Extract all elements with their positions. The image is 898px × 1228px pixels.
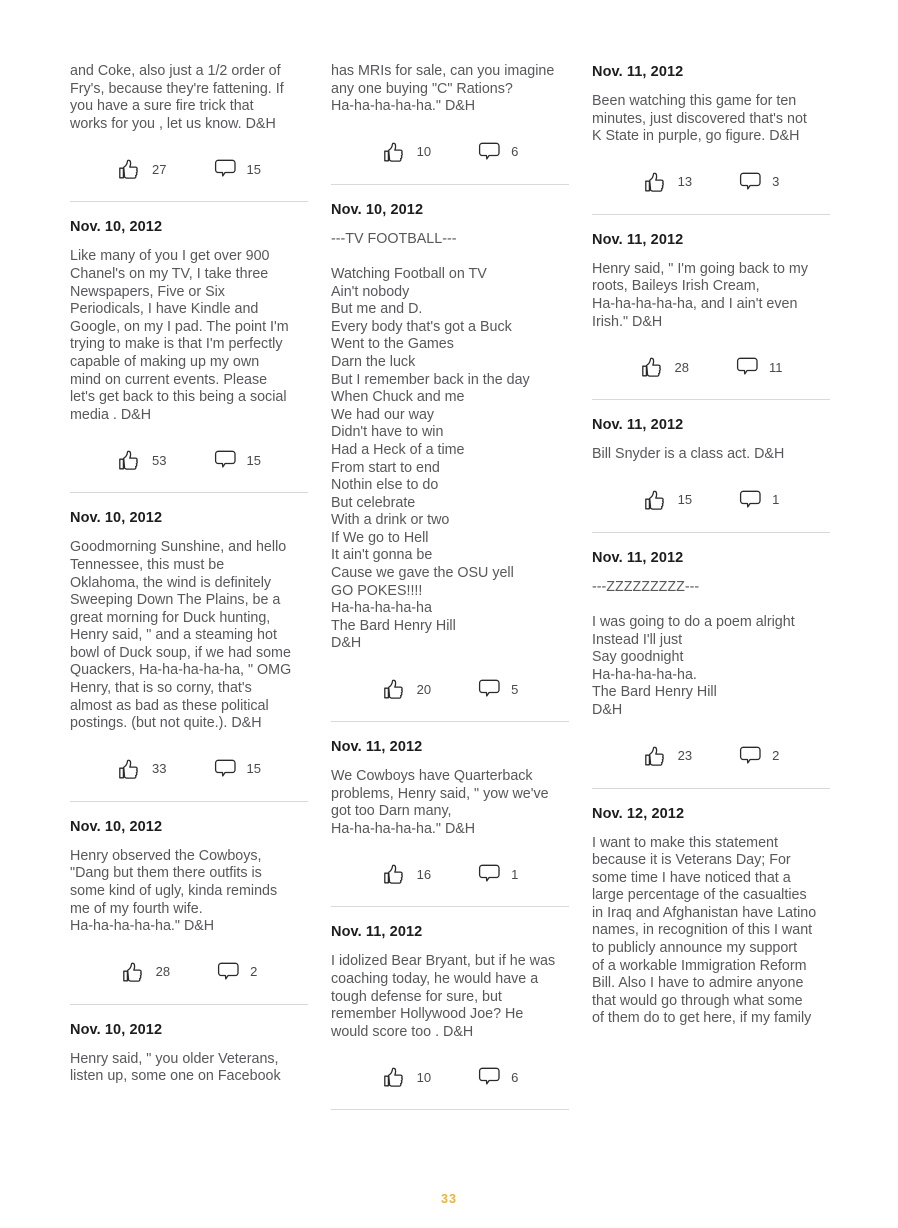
comment-count-group xyxy=(477,1066,518,1088)
comment-count-group xyxy=(738,745,779,767)
comment-count: 6 xyxy=(511,1069,519,1085)
post-text xyxy=(70,1051,308,1086)
column xyxy=(592,63,830,1126)
like-count: 23 xyxy=(677,748,693,763)
post-date: Nov. 10, 2012 xyxy=(331,201,424,218)
comment-bubble-icon xyxy=(477,141,502,163)
thumbs-up-icon xyxy=(117,756,143,782)
post-text-line: Henry, that is so corny, that's xyxy=(70,680,252,697)
engagement-row xyxy=(592,743,830,769)
post-text xyxy=(592,93,830,146)
post-date: Nov. 10, 2012 xyxy=(70,818,163,835)
post-text xyxy=(331,231,569,653)
like-count: 27 xyxy=(152,161,167,177)
post-text-line: If We go to Hell xyxy=(331,529,429,546)
post-text-line: D&H xyxy=(592,701,623,718)
post-text-line: because it is Veterans Day; For xyxy=(592,852,791,869)
post-text-line: Ha-ha-ha-ha-ha." D&H xyxy=(331,820,476,837)
like-count-group xyxy=(643,169,692,195)
post-text-line: The Bard Henry Hill xyxy=(592,684,717,701)
like-count: 33 xyxy=(152,761,167,777)
post-divider xyxy=(70,801,308,802)
post-text xyxy=(592,446,830,464)
post-text-line: and Coke, also just a 1/2 order of xyxy=(70,63,281,79)
post-text-line: I want to make this statement xyxy=(592,834,778,851)
post-text-line: bowl of Duck soup, if we had some xyxy=(70,644,291,661)
like-count: 10 xyxy=(416,1069,432,1085)
column xyxy=(70,63,308,1126)
engagement-row xyxy=(70,959,308,985)
post-text-line: ---ZZZZZZZZZ--- xyxy=(592,578,700,595)
post-date: Nov. 11, 2012 xyxy=(592,549,684,566)
like-count-group xyxy=(382,676,431,702)
post-text xyxy=(331,953,569,1041)
page-number: 33 xyxy=(441,1192,457,1206)
post-text-line: Fry's, because they're fattening. If xyxy=(70,80,284,97)
comment-count: 15 xyxy=(246,161,261,177)
comment-bubble-icon xyxy=(213,758,238,780)
post-text-line: some kind of ugly, kinda reminds xyxy=(70,883,278,900)
thumbs-up-icon xyxy=(382,676,408,702)
page-columns xyxy=(70,63,830,1126)
post-text xyxy=(592,835,830,1029)
post-divider xyxy=(70,492,308,493)
post-text-line: Watching Football on TV xyxy=(331,265,487,282)
like-count-group xyxy=(117,756,166,782)
post-text-line: names, in recognition of this I want xyxy=(592,922,813,939)
post-text-line: Oklahoma, the wind is definitely xyxy=(70,574,272,591)
post-text-line: postings. (but not quite.). D&H xyxy=(70,715,262,732)
post-text-line: minutes, just discovered that's not xyxy=(592,110,807,127)
post-text-line: But I remember back in the day xyxy=(331,371,530,388)
engagement-row xyxy=(331,1064,569,1090)
like-count-group xyxy=(382,1064,431,1090)
comment-bubble-icon xyxy=(738,745,763,767)
thumbs-up-icon xyxy=(643,169,669,195)
post-text-line: The Bard Henry Hill xyxy=(331,617,456,634)
post-text-line: would score too . D&H xyxy=(331,1023,474,1040)
comment-count: 5 xyxy=(511,681,519,697)
post-date: Nov. 11, 2012 xyxy=(592,231,684,248)
comment-count: 2 xyxy=(250,964,258,980)
thumbs-up-icon xyxy=(117,447,143,473)
post-text-line: Bill. Also I have to admire anyone xyxy=(592,975,804,992)
post-divider xyxy=(331,906,569,907)
like-count-group xyxy=(643,743,692,769)
post-text-line: let's get back to this being a social xyxy=(70,389,287,406)
comment-bubble-icon xyxy=(477,863,502,885)
post-text-line: Ha-ha-ha-ha-ha, and I ain't even xyxy=(592,295,798,312)
post-text-line: any one buying "C" Rations? xyxy=(331,80,513,97)
post-text-line: I idolized Bear Bryant, but if he was xyxy=(331,953,556,970)
engagement-row xyxy=(331,861,569,887)
post-text-line: problems, Henry said, " yow we've xyxy=(331,785,549,802)
comment-count-group xyxy=(213,449,261,471)
post-text-line: coaching today, he would have a xyxy=(331,971,539,987)
post-text-line: Google, on my I pad. The point I'm xyxy=(70,318,289,335)
post-text xyxy=(331,63,569,116)
thumbs-up-icon xyxy=(382,139,408,165)
like-count: 28 xyxy=(674,359,689,375)
post-text-line: Ha-ha-ha-ha-ha. xyxy=(592,666,697,683)
thumbs-up-icon xyxy=(640,354,666,380)
post-text-line: We Cowboys have Quarterback xyxy=(331,768,533,785)
post-text-line: to publicly announce my support xyxy=(592,940,798,957)
comment-count: 1 xyxy=(772,492,780,508)
post-text-line: large percentage of the casualties xyxy=(592,887,807,904)
like-count: 28 xyxy=(155,964,171,980)
thumbs-up-icon xyxy=(121,959,147,985)
comment-bubble-icon xyxy=(738,489,763,511)
post-text-line: Had a Heck of a time xyxy=(331,441,465,458)
like-count-group xyxy=(382,139,431,165)
like-count-group xyxy=(382,861,431,887)
post-text-line: Henry said, " and a steaming hot xyxy=(70,627,277,644)
like-count-group xyxy=(117,156,166,182)
post-text-line: capable of making up my own xyxy=(70,353,260,370)
post-text-line: Ain't nobody xyxy=(331,283,410,300)
post-text-line: Periodicals, I have Kindle and xyxy=(70,301,259,318)
comment-bubble-icon xyxy=(477,678,502,700)
like-count-group xyxy=(640,354,689,380)
thumbs-up-icon xyxy=(643,743,669,769)
engagement-row xyxy=(592,487,830,513)
post-date: Nov. 12, 2012 xyxy=(592,805,685,822)
post-text-line: Nothin else to do xyxy=(331,477,439,494)
like-count: 16 xyxy=(416,866,432,882)
post-text-line: Henry observed the Cowboys, xyxy=(70,847,262,864)
comment-count-group xyxy=(735,356,783,378)
comment-count: 1 xyxy=(511,866,519,882)
post-text-line: Henry said, " I'm going back to my xyxy=(592,260,808,277)
like-count: 15 xyxy=(677,492,693,508)
post xyxy=(70,218,308,473)
post-text-line: has MRIs for sale, can you imagine xyxy=(331,63,555,79)
post-text-line: We had our way xyxy=(331,406,435,423)
post-text-line: D&H xyxy=(331,635,362,652)
post-text-line: Quackers, Ha-ha-ha-ha-ha, " OMG xyxy=(70,662,292,679)
post xyxy=(331,738,569,887)
engagement-row xyxy=(331,139,569,165)
post-date: Nov. 10, 2012 xyxy=(70,510,163,527)
comment-count-group xyxy=(738,489,779,511)
post-text-line: almost as bad as these political xyxy=(70,697,269,714)
post-text-line: trying to make is that I'm perfectly xyxy=(70,336,283,353)
post-date: Nov. 10, 2012 xyxy=(70,1021,163,1038)
post xyxy=(70,509,308,782)
post-text-line: tough defense for sure, but xyxy=(331,988,502,1005)
post-date: Nov. 11, 2012 xyxy=(592,417,684,434)
comment-bubble-icon xyxy=(477,1066,502,1088)
post-text-line: With a drink or two xyxy=(331,512,450,529)
post-text-line xyxy=(592,596,830,614)
engagement-row xyxy=(331,676,569,702)
post-text-line: Irish." D&H xyxy=(592,313,663,330)
comment-count-group xyxy=(477,863,518,885)
post xyxy=(331,923,569,1090)
like-count-group xyxy=(121,959,170,985)
post xyxy=(592,63,830,195)
engagement-row xyxy=(592,354,830,380)
post-text-line: you have a sure fire trick that xyxy=(70,98,254,115)
comment-count: 15 xyxy=(246,761,261,777)
post xyxy=(331,201,569,702)
like-count: 20 xyxy=(416,681,432,697)
post-text-line: Ha-ha-ha-ha-ha." D&H xyxy=(331,98,476,115)
post-text xyxy=(70,848,308,936)
like-count: 53 xyxy=(152,452,167,468)
post-text-line: Goodmorning Sunshine, and hello xyxy=(70,539,287,556)
post-text-line xyxy=(331,248,569,266)
post-text-line: roots, Baileys Irish Cream, xyxy=(592,278,760,295)
post-text-line: Bill Snyder is a class act. D&H xyxy=(592,446,785,463)
post-text-line: me of my fourth wife. xyxy=(70,900,203,917)
comment-count-group xyxy=(213,158,261,180)
post xyxy=(592,416,830,513)
post-text-line: mind on current events. Please xyxy=(70,371,268,388)
post-text-line: GO POKES!!!! xyxy=(331,582,423,599)
post-text xyxy=(331,768,569,838)
engagement-row xyxy=(70,756,308,782)
thumbs-up-icon xyxy=(382,1064,408,1090)
post-text-line: some time I have noticed that a xyxy=(592,869,791,886)
comment-bubble-icon xyxy=(213,449,238,471)
post-text-line: From start to end xyxy=(331,459,440,476)
engagement-row xyxy=(70,156,308,182)
post-text-line: It ain't gonna be xyxy=(331,547,433,564)
post-text-line: listen up, some one on Facebook xyxy=(70,1068,281,1085)
post-text-line: that would go through what some xyxy=(592,992,803,1009)
thumbs-up-icon xyxy=(117,156,143,182)
comment-bubble-icon xyxy=(216,961,241,983)
post-text xyxy=(70,539,308,733)
comment-count: 3 xyxy=(772,174,780,190)
post-date: Nov. 11, 2012 xyxy=(331,739,423,756)
post-text-line: Henry said, " you older Veterans, xyxy=(70,1050,279,1067)
post-text-line: I was going to do a poem alright xyxy=(592,613,795,630)
post-divider xyxy=(70,201,308,202)
post-text-line: ---TV FOOTBALL--- xyxy=(331,230,457,247)
comment-count-group xyxy=(738,171,779,193)
post-text-line: got too Darn many, xyxy=(331,803,452,820)
post-divider xyxy=(331,1109,569,1110)
post-text-line: Newspapers, Five or Six xyxy=(70,283,225,300)
post-divider xyxy=(592,532,830,533)
post-text xyxy=(592,579,830,720)
post-text-line: Every body that's got a Buck xyxy=(331,318,512,335)
post-text-line: When Chuck and me xyxy=(331,389,465,406)
engagement-row xyxy=(70,447,308,473)
comment-bubble-icon xyxy=(735,356,760,378)
post-text-line: Like many of you I get over 900 xyxy=(70,248,270,265)
post-text-line: works for you , let us know. D&H xyxy=(70,115,276,132)
post-date: Nov. 10, 2012 xyxy=(70,219,163,236)
comment-count: 6 xyxy=(511,144,519,160)
post-text-line: Instead I'll just xyxy=(592,631,683,648)
comment-count-group xyxy=(477,141,518,163)
post xyxy=(592,805,830,1029)
post-text-line: great morning for Duck hunting, xyxy=(70,609,271,626)
thumbs-up-icon xyxy=(382,861,408,887)
post-text-line: Chanel's on my TV, I take three xyxy=(70,265,269,282)
like-count: 10 xyxy=(416,144,432,160)
comment-count: 15 xyxy=(246,452,261,468)
post-text-line: of them do to get here, if my family xyxy=(592,1010,812,1027)
post-text xyxy=(70,248,308,424)
post-text-line: Darn the luck xyxy=(331,353,416,370)
comment-count-group xyxy=(216,961,257,983)
post-text-line: Cause we gave the OSU yell xyxy=(331,565,514,582)
post-text-line: in Iraq and Afghanistan have Latino xyxy=(592,904,817,921)
post-divider xyxy=(592,214,830,215)
post xyxy=(70,1021,308,1086)
post-text xyxy=(592,261,830,331)
post xyxy=(70,63,308,182)
post-divider xyxy=(592,399,830,400)
post-date: Nov. 11, 2012 xyxy=(592,64,684,80)
post-divider xyxy=(592,788,830,789)
post-text-line: Been watching this game for ten xyxy=(592,93,797,109)
post-text-line: of a workable Immigration Reform xyxy=(592,957,807,974)
post-text-line: Ha-ha-ha-ha-ha xyxy=(331,600,432,617)
post xyxy=(592,549,830,769)
comment-count-group xyxy=(477,678,518,700)
post-text-line: But me and D. xyxy=(331,301,423,318)
post-divider xyxy=(70,1004,308,1005)
post-text-line: But celebrate xyxy=(331,494,416,511)
post-date: Nov. 11, 2012 xyxy=(331,924,423,941)
column xyxy=(331,63,569,1126)
post-divider xyxy=(331,184,569,185)
post-text xyxy=(70,63,308,133)
post-text-line: Sweeping Down The Plains, be a xyxy=(70,592,281,609)
post-text-line: K State in purple, go figure. D&H xyxy=(592,128,800,145)
comment-count-group xyxy=(213,758,261,780)
engagement-row xyxy=(592,169,830,195)
post-text-line: "Dang but them there outfits is xyxy=(70,865,262,882)
comment-count: 2 xyxy=(772,748,780,763)
post xyxy=(70,818,308,985)
post-text-line: Say goodnight xyxy=(592,649,684,666)
comment-count: 11 xyxy=(768,359,783,375)
comment-bubble-icon xyxy=(213,158,238,180)
post xyxy=(331,63,569,165)
like-count: 13 xyxy=(677,174,693,190)
post xyxy=(592,231,830,380)
post-text-line: Ha-ha-ha-ha-ha." D&H xyxy=(70,918,215,935)
post-text-line: Went to the Games xyxy=(331,336,454,353)
post-text-line: media . D&H xyxy=(70,406,152,423)
post-text-line: Tennessee, this must be xyxy=(70,556,225,573)
thumbs-up-icon xyxy=(643,487,669,513)
comment-bubble-icon xyxy=(738,171,763,193)
like-count-group xyxy=(117,447,166,473)
post-text-line: remember Hollywood Joe? He xyxy=(331,1006,524,1023)
like-count-group xyxy=(643,487,692,513)
post-divider xyxy=(331,721,569,722)
post-text-line: Didn't have to win xyxy=(331,424,444,441)
